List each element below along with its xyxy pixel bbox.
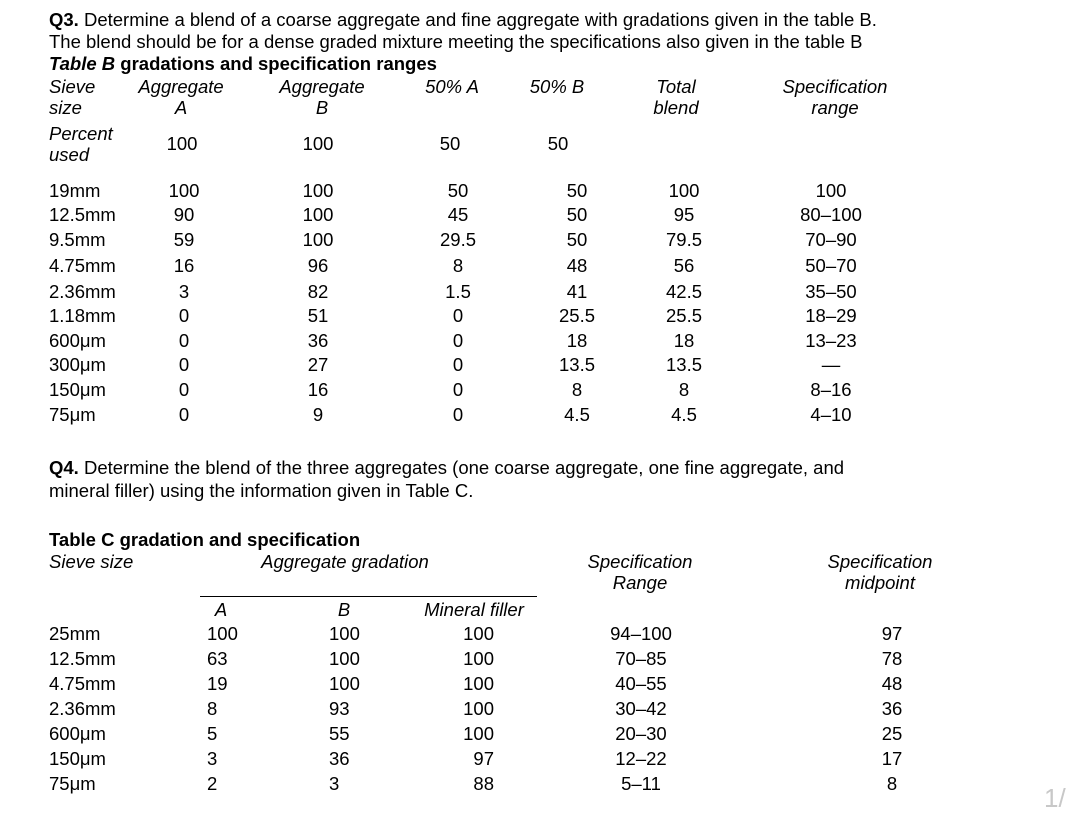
table-b-cell-50-b: 50 xyxy=(566,180,588,201)
table-b-cell-aggregate-a: 100 xyxy=(168,180,200,201)
table-b-cell-aggregate-a: 0 xyxy=(178,404,190,425)
table-c-cell-spec-range: 70–85 xyxy=(615,648,667,669)
table-c-header-aggregate-gradation: Aggregate gradation xyxy=(261,551,429,572)
table-c-cell-spec-range: 20–30 xyxy=(615,723,667,744)
table-c-cell-spec-midpoint: 8 xyxy=(886,773,898,794)
q4-prompt-line2: mineral filler) using the information given in Table C. xyxy=(49,480,474,501)
table-b-cell-total-blend: 56 xyxy=(673,255,695,276)
table-b-cell-50-b: 41 xyxy=(566,281,588,302)
table-b-cell-total-blend: 18 xyxy=(673,330,695,351)
table-c-cell-b: 36 xyxy=(329,748,350,769)
table-b-cell-aggregate-b: 27 xyxy=(307,354,329,375)
table-c-cell-sieve: 25mm xyxy=(49,623,101,644)
table-b-cell-total-blend: 79.5 xyxy=(665,229,703,250)
table-c-cell-spec-midpoint: 36 xyxy=(881,698,903,719)
table-c-cell-b: 100 xyxy=(329,623,360,644)
table-b-cell-sieve: 300μm xyxy=(49,354,106,375)
table-b-header-50-b: 50% B xyxy=(529,76,585,97)
table-b-cell-50-b: 4.5 xyxy=(564,404,590,425)
table-b-cell-50-a: 45 xyxy=(447,204,469,225)
table-b-cell-50-a: 8 xyxy=(452,255,464,276)
q3-prompt-line1 xyxy=(49,9,877,30)
table-c-cell-sieve: 150μm xyxy=(49,748,106,769)
table-b-cell-50-b: 48 xyxy=(566,255,588,276)
table-c-cell-sieve: 75μm xyxy=(49,773,96,794)
table-b-cell-aggregate-a: 16 xyxy=(173,255,195,276)
table-b-cell-50-b: 18 xyxy=(566,330,588,351)
table-b-cell-aggregate-b: 9 xyxy=(312,404,324,425)
table-b-cell-sieve: 12.5mm xyxy=(49,204,116,225)
table-b-caption-rest: gradations and specification ranges xyxy=(115,53,437,74)
table-c-cell-mineral-filler: 100 xyxy=(463,723,494,744)
table-c-cell-a: 3 xyxy=(207,748,218,769)
table-b-cell-50-a: 0 xyxy=(452,404,464,425)
table-c-cell-spec-midpoint: 78 xyxy=(881,648,903,669)
table-c-cell-mineral-filler: 100 xyxy=(463,673,494,694)
table-b-cell-50-a: 0 xyxy=(452,379,464,400)
table-b-cell-sieve: 1.18mm xyxy=(49,305,116,326)
table-b-cell-aggregate-a: 3 xyxy=(178,281,190,302)
table-b-cell-aggregate-a: 0 xyxy=(178,379,190,400)
table-b-cell-aggregate-b: 16 xyxy=(307,379,329,400)
table-b-cell-sieve: 75μm xyxy=(49,404,96,425)
table-b-header-aggregate-a: Aggregate A xyxy=(138,76,224,118)
table-b-cell-aggregate-b: 82 xyxy=(307,281,329,302)
table-c-cell-spec-midpoint: 97 xyxy=(881,623,903,644)
table-b-cell-50-a: 29.5 xyxy=(439,229,477,250)
table-b-cell-50-a: 1.5 xyxy=(445,281,471,302)
table-b-cell-50-b: 13.5 xyxy=(558,354,596,375)
table-c-cell-a: 100 xyxy=(207,623,238,644)
table-b-cell-total-blend: 25.5 xyxy=(665,305,703,326)
table-c-cell-b: 93 xyxy=(329,698,350,719)
table-c-cell-spec-range: 5–11 xyxy=(621,773,661,794)
table-c-cell-a: 2 xyxy=(207,773,218,794)
table-b-cell-spec-range: 8–16 xyxy=(810,379,852,400)
table-b-cell-spec-range: 35–50 xyxy=(805,281,857,302)
table-b-percent-used-label: Percent used xyxy=(49,123,113,165)
table-c-header-mineral-filler: Mineral filler xyxy=(424,599,524,620)
table-c-cell-mineral-filler: 97 xyxy=(473,748,494,769)
table-c-header-sieve: Sieve size xyxy=(49,551,134,572)
table-b-cell-total-blend: 42.5 xyxy=(665,281,703,302)
table-b-cell-spec-range: 80–100 xyxy=(800,204,862,225)
table-c-header-a: A xyxy=(214,599,228,620)
table-c-cell-b: 100 xyxy=(329,648,360,669)
table-b-cell-spec-range: — xyxy=(821,354,841,375)
table-b-header-50-a: 50% A xyxy=(425,76,479,97)
table-b-cell-aggregate-a: 90 xyxy=(173,204,195,225)
q4-prompt-line1 xyxy=(49,457,844,478)
table-b-cell-total-blend: 95 xyxy=(673,204,695,225)
table-b-cell-total-blend: 13.5 xyxy=(665,354,703,375)
table-b-cell-sieve: 2.36mm xyxy=(49,281,116,302)
table-b-cell-50-b: 50 xyxy=(566,229,588,250)
table-b-cell-sieve: 600μm xyxy=(49,330,106,351)
table-b-cell-aggregate-b: 51 xyxy=(307,305,329,326)
table-b-cell-spec-range: 50–70 xyxy=(805,255,857,276)
table-b-percent-used-a: 100 xyxy=(166,133,198,154)
table-b-caption-name: Table B xyxy=(49,53,116,74)
table-b-cell-aggregate-b: 36 xyxy=(307,330,329,351)
table-c-cell-mineral-filler: 100 xyxy=(463,648,494,669)
table-c-header-rule xyxy=(200,596,537,597)
table-b-header-aggregate-b: Aggregate B xyxy=(279,76,365,118)
table-b-cell-50-a: 0 xyxy=(452,330,464,351)
q3-prompt-line2: The blend should be for a dense graded mixture meeting the specifications also given in the table B xyxy=(49,31,863,52)
table-c-cell-mineral-filler: 88 xyxy=(473,773,494,794)
table-b-cell-sieve: 9.5mm xyxy=(49,229,106,250)
table-b-cell-50-b: 25.5 xyxy=(558,305,596,326)
table-b-cell-total-blend: 100 xyxy=(668,180,700,201)
table-c-cell-mineral-filler: 100 xyxy=(463,623,494,644)
table-c-cell-a: 19 xyxy=(207,673,228,694)
table-b-cell-aggregate-a: 0 xyxy=(178,330,190,351)
table-c-cell-sieve: 2.36mm xyxy=(49,698,116,719)
table-c-cell-sieve: 12.5mm xyxy=(49,648,116,669)
table-b-cell-aggregate-b: 96 xyxy=(307,255,329,276)
table-b-cell-total-blend: 4.5 xyxy=(671,404,697,425)
table-c-cell-sieve: 600μm xyxy=(49,723,106,744)
table-c-cell-a: 63 xyxy=(207,648,228,669)
table-b-cell-spec-range: 100 xyxy=(815,180,847,201)
table-b-cell-spec-range: 13–23 xyxy=(805,330,857,351)
table-c-cell-a: 8 xyxy=(207,698,218,719)
q3-label: Q3. xyxy=(49,9,79,30)
table-c-cell-b: 3 xyxy=(329,773,340,794)
table-c-cell-a: 5 xyxy=(207,723,218,744)
table-c-cell-spec-range: 94–100 xyxy=(610,623,672,644)
page-number: 1/ xyxy=(1044,783,1066,813)
table-b-cell-50-a: 0 xyxy=(452,305,464,326)
table-c-cell-spec-midpoint: 25 xyxy=(881,723,903,744)
table-b-cell-aggregate-b: 100 xyxy=(302,229,334,250)
table-c-cell-spec-midpoint: 48 xyxy=(881,673,903,694)
table-c-caption: Table C gradation and specification xyxy=(49,529,361,550)
table-b-cell-sieve: 19mm xyxy=(49,180,101,201)
table-b-caption xyxy=(49,53,437,74)
table-c-header-spec-midpoint: Specification midpoint xyxy=(827,551,933,593)
table-b-percent-used-pb: 50 xyxy=(547,133,569,154)
table-c-cell-spec-range: 12–22 xyxy=(615,748,667,769)
table-c-header-spec-range: Specification Range xyxy=(587,551,693,593)
table-b-cell-sieve: 4.75mm xyxy=(49,255,116,276)
table-b-header-spec-range: Specification range xyxy=(782,76,888,118)
table-b-percent-used-b: 100 xyxy=(302,133,334,154)
q3-text-line1: Determine a blend of a coarse aggregate and fine aggregate with gradations given in the table B. xyxy=(78,9,877,30)
table-c-header-b: B xyxy=(337,599,351,620)
table-b-cell-total-blend: 8 xyxy=(678,379,690,400)
table-c-cell-spec-range: 40–55 xyxy=(615,673,667,694)
table-b-cell-sieve: 150μm xyxy=(49,379,106,400)
table-c-cell-spec-midpoint: 17 xyxy=(881,748,903,769)
table-c-cell-b: 55 xyxy=(329,723,350,744)
table-c-cell-mineral-filler: 100 xyxy=(463,698,494,719)
table-c-cell-sieve: 4.75mm xyxy=(49,673,116,694)
table-b-cell-50-b: 8 xyxy=(571,379,583,400)
table-c-cell-spec-range: 30–42 xyxy=(615,698,667,719)
q4-text-line1: Determine the blend of the three aggregates (one coarse aggregate, one fine aggregate, and xyxy=(78,457,845,478)
q4-label: Q4. xyxy=(49,457,79,478)
table-b-cell-aggregate-a: 0 xyxy=(178,305,190,326)
table-b-cell-spec-range: 70–90 xyxy=(805,229,857,250)
table-b-cell-50-b: 50 xyxy=(566,204,588,225)
table-b-cell-aggregate-b: 100 xyxy=(302,180,334,201)
table-b-cell-50-a: 0 xyxy=(452,354,464,375)
table-c-cell-b: 100 xyxy=(329,673,360,694)
table-b-cell-aggregate-a: 0 xyxy=(178,354,190,375)
table-b-cell-aggregate-b: 100 xyxy=(302,204,334,225)
table-b-cell-spec-range: 18–29 xyxy=(805,305,857,326)
table-b-percent-used-pa: 50 xyxy=(439,133,461,154)
table-b-cell-50-a: 50 xyxy=(447,180,469,201)
table-b-cell-aggregate-a: 59 xyxy=(173,229,195,250)
table-b-header-sieve: Sieve size xyxy=(49,76,96,118)
table-b-cell-spec-range: 4–10 xyxy=(810,404,852,425)
table-b-header-total-blend: Total blend xyxy=(653,76,699,118)
